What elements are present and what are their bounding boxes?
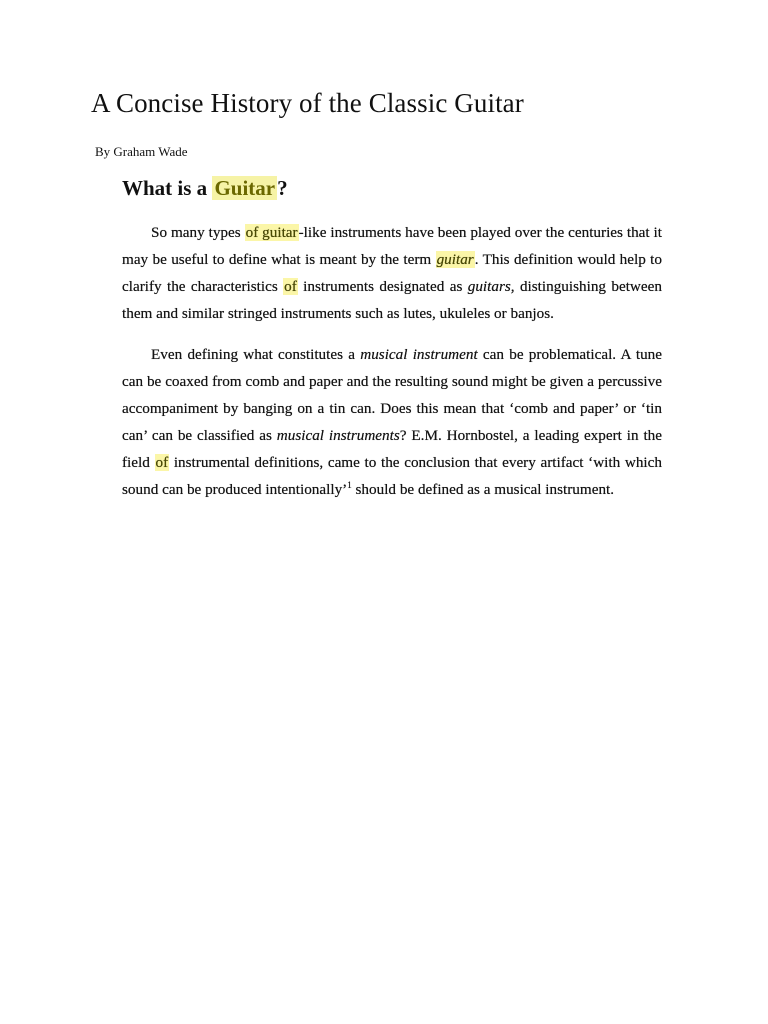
p2-text-1: Even defining what constitutes a xyxy=(151,346,361,363)
document-title: A Concise History of the Classic Guitar xyxy=(91,88,524,118)
heading-question-mark: ? xyxy=(277,176,288,200)
heading-highlight: Guitar xyxy=(214,176,276,200)
p2-text-3: ? E.M. Hornbostel, a leading expert in the field xyxy=(122,427,662,471)
section-heading xyxy=(122,170,662,206)
p1-text-2: -like instruments have been played over the centuries that it may be useful to define what is meant by the term xyxy=(122,224,662,268)
p1-text-4: instruments designated as xyxy=(297,278,468,295)
p1-highlight-guitar: guitar xyxy=(436,251,474,268)
paragraph-2 xyxy=(122,341,662,503)
p2-text-4: instrumental definitions, came to the conclusion that every artifact ‘with which sound can be produced intentionally’ xyxy=(122,454,662,498)
p1-emphasis-guitars: guitars, xyxy=(467,278,515,295)
footnote-marker: 1 xyxy=(347,480,352,490)
p2-emphasis-musical-instruments: musical instruments xyxy=(276,427,400,444)
p1-text-5: distinguishing between them and similar stringed instruments such as lutes, ukuleles or banjos. xyxy=(122,278,662,322)
scanned-page-excerpt xyxy=(122,170,662,503)
p2-emphasis-musical-instrument: musical instrument xyxy=(360,346,478,363)
p2-highlight-of: of xyxy=(155,454,169,471)
p1-text-1: So many types xyxy=(151,224,245,241)
author-byline: By Graham Wade xyxy=(95,144,188,159)
p1-highlight-of: of xyxy=(284,278,297,295)
heading-text: What is a xyxy=(122,176,213,200)
p2-text-5: should be defined as a musical instrument. xyxy=(351,481,615,498)
paragraph-1 xyxy=(122,219,662,327)
p1-highlight-of-guitar: of guitar xyxy=(245,224,298,241)
p2-text-2: can be problematical. A tune can be coaxed from comb and paper and the resulting sound might be given a percussive accompaniment by banging on a tin can. Does this mean that ‘comb and paper’ or ‘tin can’ can be classified as xyxy=(122,346,663,444)
p1-text-3: . This definition would help to clarify the characteristics xyxy=(122,251,662,295)
